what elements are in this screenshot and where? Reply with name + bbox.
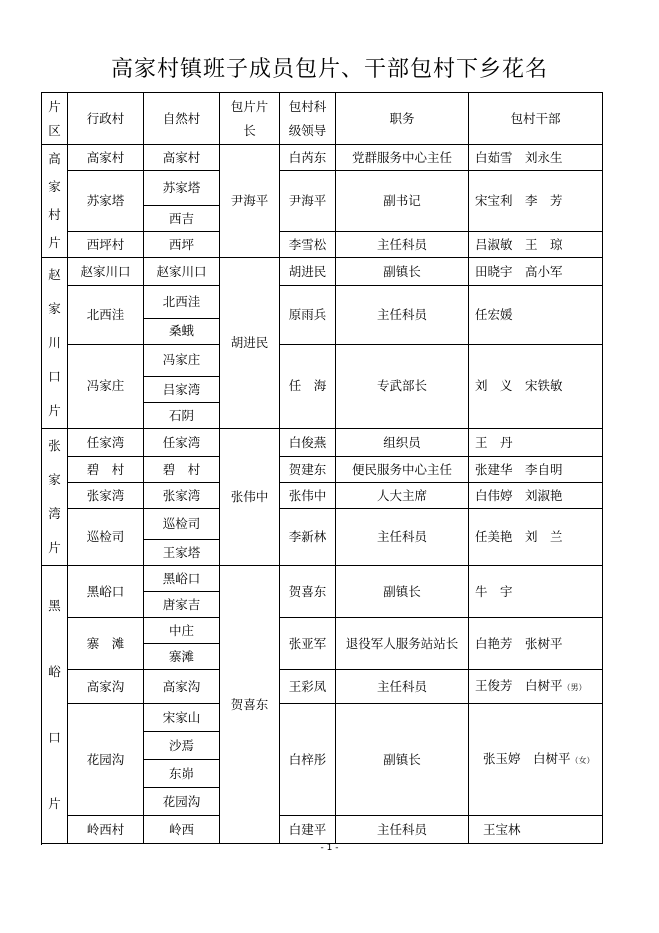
natural-village: 桑蛾 [144,318,220,344]
cadres: 张建华 李自明 [469,457,603,483]
position: 主任科员 [336,816,469,844]
position: 人大主席 [336,483,469,509]
admin-village: 赵家川口 [68,258,144,286]
admin-village: 黑峪口 [68,566,144,618]
village-leader: 贺建东 [280,457,336,483]
area-cell: 高家村片 [42,145,68,258]
roster-table [41,92,603,844]
natural-village: 北西洼 [144,286,220,319]
cadres: 任宏媛 [469,286,603,345]
position: 主任科员 [336,670,469,704]
cadres: 白伟婷 刘淑艳 [469,483,603,509]
table-row [42,566,603,592]
table-row [42,704,603,732]
table-row [42,258,603,286]
admin-village: 西坪村 [68,232,144,258]
village-leader: 张伟中 [280,483,336,509]
table-row [42,344,603,377]
area-leader: 尹海平 [220,145,280,258]
natural-village: 中庄 [144,618,220,644]
area-cell: 黑峪口片 [42,566,68,844]
header-cadres: 包村干部 [469,93,603,145]
position: 党群服务中心主任 [336,145,469,171]
table-row [42,171,603,206]
cadres: 牛 宇 [469,566,603,618]
page-number: - 1 - [320,843,339,853]
village-leader: 白芮东 [280,145,336,171]
position: 组织员 [336,429,469,457]
admin-village: 岭西村 [68,816,144,844]
position: 主任科员 [336,286,469,345]
table-row [42,509,603,540]
natural-village: 高家村 [144,145,220,171]
admin-village: 高家村 [68,145,144,171]
admin-village: 张家湾 [68,483,144,509]
natural-village: 西吉 [144,206,220,232]
village-leader: 胡进民 [280,258,336,286]
admin-village: 北西洼 [68,286,144,345]
natural-village: 石阴 [144,403,220,429]
header-area: 片区 [42,93,68,145]
cadres-note: （女） [570,755,595,765]
natural-village: 寨滩 [144,644,220,670]
natural-village: 吕家湾 [144,377,220,403]
natural-village: 花园沟 [144,788,220,816]
natural-village: 宋家山 [144,704,220,732]
area-leader: 贺喜东 [220,566,280,844]
header-village-leader: 包村科级领导 [280,93,336,145]
area-leader: 张伟中 [220,429,280,566]
cadres: 张玉婷 白树平（女） [469,704,603,816]
cadres: 任美艳 刘 兰 [469,509,603,566]
table-row [42,816,603,844]
area-leader: 胡进民 [220,258,280,429]
cadres: 王 丹 [469,429,603,457]
natural-village: 王家塔 [144,540,220,566]
cadres: 刘 义 宋铁敏 [469,344,603,429]
village-leader: 尹海平 [280,171,336,232]
natural-village: 任家湾 [144,429,220,457]
village-leader: 王彩凤 [280,670,336,704]
position: 副镇长 [336,704,469,816]
village-leader: 任 海 [280,344,336,429]
natural-village: 唐家吉 [144,592,220,618]
admin-village: 寨 滩 [68,618,144,670]
village-leader: 白俊燕 [280,429,336,457]
village-leader: 白建平 [280,816,336,844]
position: 副镇长 [336,258,469,286]
table-header-row [42,93,603,145]
natural-village: 冯家庄 [144,344,220,377]
table-row [42,232,603,258]
header-position: 职务 [336,93,469,145]
admin-village: 碧 村 [68,457,144,483]
cadres: 白艳芳 张树平 [469,618,603,670]
village-leader: 李雪松 [280,232,336,258]
area-cell: 赵家川口片 [42,258,68,429]
natural-village: 张家湾 [144,483,220,509]
cadres: 白茹雪 刘永生 [469,145,603,171]
cadres: 王俊芳 白树平（男） [469,670,603,704]
table-row [42,286,603,319]
natural-village: 东峁 [144,760,220,788]
natural-village: 西坪 [144,232,220,258]
admin-village: 花园沟 [68,704,144,816]
admin-village: 高家沟 [68,670,144,704]
table-row [42,429,603,457]
header-admin-village: 行政村 [68,93,144,145]
village-leader: 李新林 [280,509,336,566]
table-row [42,145,603,171]
position: 主任科员 [336,232,469,258]
cadres: 田晓宇 高小军 [469,258,603,286]
cadres: 吕淑敏 王 琼 [469,232,603,258]
natural-village: 苏家塔 [144,171,220,206]
village-leader: 白梓彤 [280,704,336,816]
village-leader: 张亚军 [280,618,336,670]
admin-village: 苏家塔 [68,171,144,232]
position: 退役军人服务站站长 [336,618,469,670]
natural-village: 岭西 [144,816,220,844]
header-area-leader: 包片片长 [220,93,280,145]
position: 副书记 [336,171,469,232]
admin-village: 任家湾 [68,429,144,457]
village-leader: 原雨兵 [280,286,336,345]
natural-village: 巡检司 [144,509,220,540]
natural-village: 碧 村 [144,457,220,483]
cadres: 宋宝利 李 芳 [469,171,603,232]
village-leader: 贺喜东 [280,566,336,618]
natural-village: 赵家川口 [144,258,220,286]
position: 便民服务中心主任 [336,457,469,483]
admin-village: 冯家庄 [68,344,144,429]
table-row [42,670,603,704]
position: 主任科员 [336,509,469,566]
table-row [42,618,603,644]
natural-village: 沙焉 [144,732,220,760]
table-row [42,457,603,483]
cadres: 王宝林 [469,816,603,844]
position: 专武部长 [336,344,469,429]
natural-village: 高家沟 [144,670,220,704]
admin-village: 巡检司 [68,509,144,566]
cadres-note: （男） [562,682,587,692]
natural-village: 黑峪口 [144,566,220,592]
position: 副镇长 [336,566,469,618]
document-title: 高家村镇班子成员包片、干部包村下乡花名 [110,57,548,82]
table-row [42,483,603,509]
area-cell: 张家湾片 [42,429,68,566]
header-natural-village: 自然村 [144,93,220,145]
